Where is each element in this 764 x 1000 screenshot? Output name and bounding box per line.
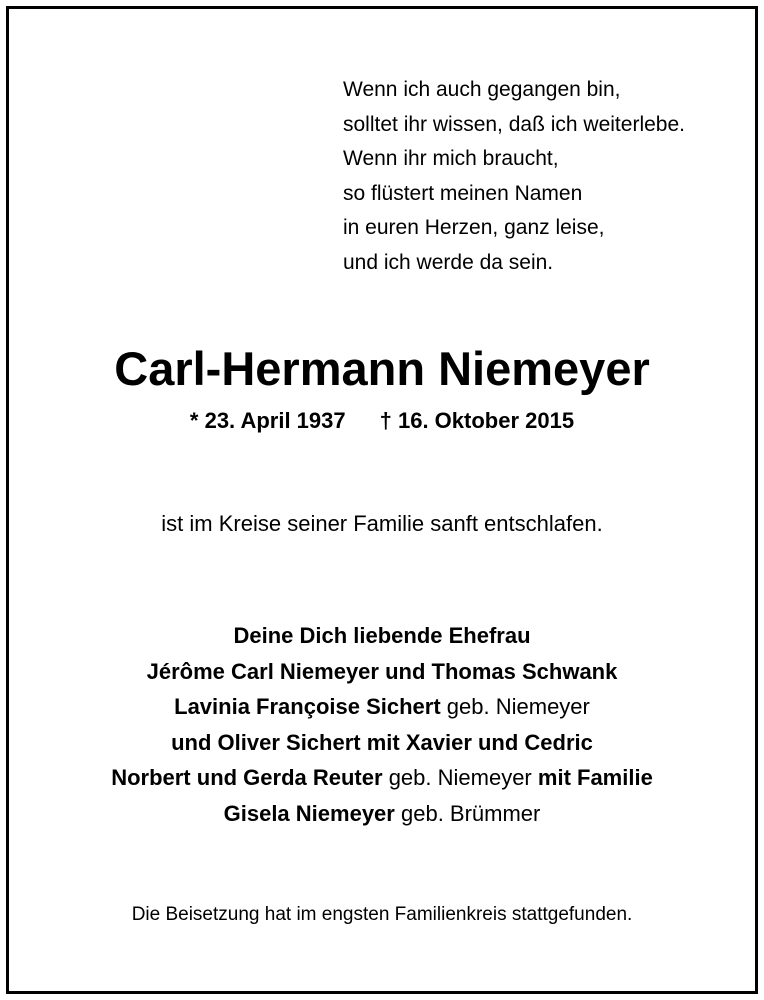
poem-line: so flüstert meinen Namen — [343, 181, 583, 205]
poem-line: solltet ihr wissen, daß ich weiterlebe. — [343, 112, 685, 136]
burial-note: Die Beisetzung hat im engsten Familienkreis stattgefunden. — [131, 904, 633, 925]
maiden-name: geb. Niemeyer — [446, 694, 590, 719]
mourners-list — [0, 618, 764, 831]
mourner-name: Jérôme Carl Niemeyer und Thomas Schwank — [146, 658, 618, 684]
death-date: † 16. Oktober 2015 — [379, 408, 575, 433]
mourner-line — [0, 689, 764, 725]
mourner-name: Deine Dich liebende Ehefrau — [233, 623, 531, 648]
poem-line: Wenn ihr mich braucht, — [343, 147, 559, 170]
mourner-name: Norbert und Gerda Reuter — [111, 765, 383, 790]
mourner-line — [0, 725, 764, 761]
death-statement: ist im Kreise seiner Familie sanft entschlafen. — [161, 511, 603, 536]
mourner-line — [0, 618, 764, 654]
poem-line: und ich werde da sein. — [343, 250, 554, 274]
mourner-line — [0, 760, 764, 796]
life-dates — [0, 404, 764, 438]
mourner-name: und Oliver Sichert mit Xavier und Cedric — [171, 729, 593, 755]
birth-date: * 23. April 1937 — [189, 408, 346, 433]
mourner-suffix: mit Familie — [537, 765, 653, 790]
poem — [343, 73, 685, 280]
mourner-name: Gisela Niemeyer — [223, 800, 395, 826]
deceased-name: Carl-Hermann Niemeyer — [114, 342, 650, 395]
mourner-line — [0, 654, 764, 690]
mourner-name: Lavinia Françoise Sichert — [174, 694, 441, 719]
poem-line: Wenn ich auch gegangen bin, — [343, 78, 621, 101]
poem-line: in euren Herzen, ganz leise, — [343, 216, 605, 239]
maiden-name: geb. Brümmer — [400, 800, 541, 826]
maiden-name: geb. Niemeyer — [388, 765, 532, 790]
mourner-line — [0, 796, 764, 832]
